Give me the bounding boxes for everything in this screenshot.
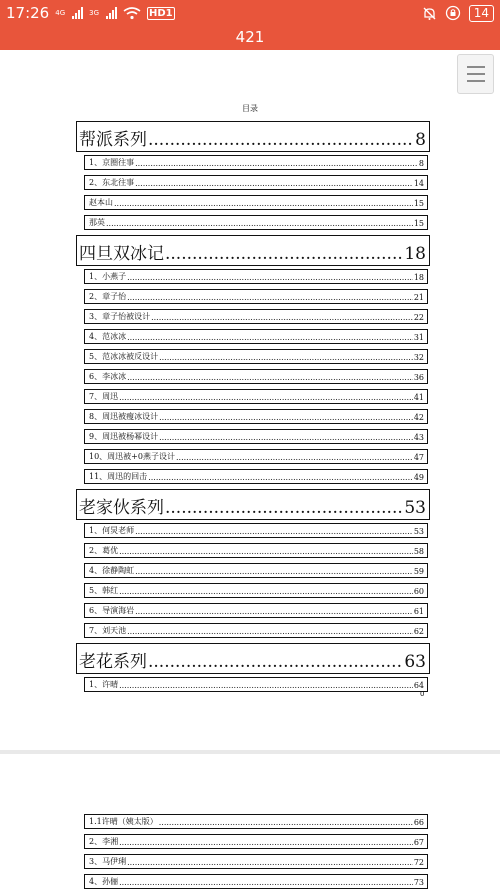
toc-entry-page: 15 <box>413 199 424 208</box>
menu-button[interactable] <box>457 54 494 94</box>
wifi-icon <box>123 7 141 20</box>
toc-entry[interactable] <box>84 175 428 190</box>
toc-entry-title: 那英 <box>89 218 105 227</box>
toc-entry-title: 2、东北往事 <box>89 178 135 187</box>
bell-off-icon <box>422 6 437 21</box>
toc-entry[interactable] <box>84 289 428 304</box>
toc-entry[interactable] <box>84 623 428 638</box>
toc-entry[interactable] <box>84 469 428 484</box>
toc-entry-title: 8、周迅被瘦冰设计 <box>89 412 159 421</box>
toc-leader-dots <box>119 681 413 690</box>
toc-entry-page: 8 <box>415 130 426 150</box>
toc-section-entry[interactable] <box>76 121 430 152</box>
toc-leader-dots <box>119 878 413 887</box>
toc-entry-page: 73 <box>413 878 424 887</box>
toc-entry[interactable] <box>84 429 428 444</box>
toc-entry-title: 6、李冰冰 <box>89 372 127 381</box>
toc-entry-title: 9、周迅被杨幂设计 <box>89 432 159 441</box>
toc-leader-dots <box>127 333 413 342</box>
toc-entry-page: 67 <box>413 838 424 847</box>
toc-leader-dots <box>148 473 413 482</box>
toc-leader-dots <box>135 159 418 168</box>
toc-entry-title: 帮派系列 <box>79 130 147 150</box>
toc-leader-dots <box>119 587 413 596</box>
document-title-bar <box>0 26 500 50</box>
signal-icon <box>72 7 83 19</box>
toc-entry[interactable] <box>84 543 428 558</box>
toc-leader-dots <box>127 627 413 636</box>
toc-entry[interactable] <box>84 677 428 692</box>
toc-entry-page: 14 <box>413 179 424 188</box>
toc-entry-page: 53 <box>413 527 424 536</box>
toc-entry-page: 72 <box>413 858 424 867</box>
toc-entry-page: 18 <box>413 273 424 282</box>
toc-entry-page: 21 <box>413 293 424 302</box>
toc-leader-dots <box>119 393 413 402</box>
menu-line-icon <box>467 73 485 75</box>
toc-section-entry[interactable] <box>76 235 430 266</box>
toc-leader-dots <box>159 818 413 827</box>
toc-leader-dots <box>127 373 413 382</box>
toc-entry[interactable] <box>84 449 428 464</box>
document-title: 421 <box>235 28 265 46</box>
toc-entry[interactable] <box>84 369 428 384</box>
toc-entry-page: 66 <box>413 818 424 827</box>
toc-entry-title: 1.1许晴（姨太版） <box>89 817 158 826</box>
toc-leader-dots <box>106 219 413 228</box>
toc-entry-title: 赵本山 <box>89 198 113 207</box>
clock: 17:26 <box>6 4 50 22</box>
toc-entry-page: 41 <box>413 393 424 402</box>
toc-entry[interactable] <box>84 155 428 170</box>
toc-entry[interactable] <box>84 215 428 230</box>
toc-entry[interactable] <box>84 583 428 598</box>
hd-badge: HD1 <box>149 7 173 19</box>
toc-entry-title: 7、刘天池 <box>89 626 127 635</box>
toc-entry-page: 49 <box>413 473 424 482</box>
toc-entry[interactable] <box>84 389 428 404</box>
toc-entry-title: 4、孙俪 <box>89 877 119 886</box>
toc-entry[interactable] <box>84 834 428 849</box>
toc-entry-page: 63 <box>404 652 426 672</box>
toc-entry-title: 5、韩红 <box>89 586 119 595</box>
toc-entry-page: 42 <box>413 413 424 422</box>
toc-entry-page: 61 <box>413 607 424 616</box>
toc-leader-dots <box>151 313 413 322</box>
toc-entry-title: 10、周迅被+0燕子设计 <box>89 452 175 461</box>
toc-leader-dots <box>127 273 413 282</box>
menu-line-icon <box>467 80 485 82</box>
toc-entry[interactable] <box>84 409 428 424</box>
toc-leader-dots <box>159 413 413 422</box>
toc-entry[interactable] <box>84 563 428 578</box>
toc-entry-title: 1、许晴 <box>89 680 119 689</box>
toc-leader-dots <box>135 567 413 576</box>
toc-entry-title: 3、马伊琍 <box>89 857 127 866</box>
toc-entry-title: 3、章子怡被设计 <box>89 312 151 321</box>
toc-entry[interactable] <box>84 329 428 344</box>
toc-entry-page: 32 <box>413 353 424 362</box>
toc-entry[interactable] <box>84 874 428 889</box>
toc-entry[interactable] <box>84 309 428 324</box>
toc-entry-title: 老家伙系列 <box>79 498 164 518</box>
toc-entry[interactable] <box>84 195 428 210</box>
page-number: 0 <box>420 690 425 698</box>
toc-entry-title: 1、京圈往事 <box>89 158 135 167</box>
battery-indicator: 14 <box>469 5 494 22</box>
toc-section-entry[interactable] <box>76 643 430 674</box>
network-3g-label: 3G <box>89 8 100 17</box>
toc-entry-title: 5、范冰冰被反设计 <box>89 352 159 361</box>
toc-leader-dots <box>165 498 403 518</box>
toc-leader-dots <box>114 199 413 208</box>
toc-entry-page: 47 <box>413 453 424 462</box>
toc-entry-title: 4、徐静陶虹 <box>89 566 135 575</box>
toc-entry-page: 59 <box>413 567 424 576</box>
toc-leader-dots <box>135 179 413 188</box>
toc-entry-page: 8 <box>418 159 424 168</box>
toc-entry-title: 7、周迅 <box>89 392 119 401</box>
toc-leader-dots <box>127 293 413 302</box>
toc-entry-page: 53 <box>404 498 426 518</box>
toc-leader-dots <box>159 353 413 362</box>
toc-leader-dots <box>148 652 403 672</box>
menu-line-icon <box>467 66 485 68</box>
toc-entry-title: 6、导演海岩 <box>89 606 135 615</box>
network-4g-label: 4G <box>55 8 66 17</box>
toc-leader-dots <box>165 244 403 264</box>
toc-entry-page: 58 <box>413 547 424 556</box>
status-bar <box>0 0 500 26</box>
toc-leader-dots <box>135 607 413 616</box>
toc-entry[interactable] <box>84 814 428 829</box>
toc-entry-page: 31 <box>413 333 424 342</box>
toc-entry-title: 1、何炅老师 <box>89 526 135 535</box>
toc-entry-title: 11、周迅的回击 <box>89 472 148 481</box>
toc-entry-page: 43 <box>413 433 424 442</box>
toc-entry-title: 2、章子怡 <box>89 292 127 301</box>
toc-entry-page: 36 <box>413 373 424 382</box>
toc-entry-page: 22 <box>413 313 424 322</box>
toc-entry-title: 2、葛优 <box>89 546 119 555</box>
toc-leader-dots <box>119 547 413 556</box>
lock-rotation-icon <box>445 5 461 21</box>
toc-entry[interactable] <box>84 603 428 618</box>
toc-leader-dots <box>135 527 413 536</box>
toc-entry-title: 老花系列 <box>79 652 147 672</box>
toc-leader-dots <box>159 433 413 442</box>
signal-icon-2 <box>106 7 117 19</box>
toc-entry-page: 60 <box>413 587 424 596</box>
toc-entry-page: 64 <box>413 681 424 690</box>
toc-leader-dots <box>148 130 414 150</box>
toc-entry[interactable] <box>84 854 428 869</box>
toc-entry[interactable] <box>84 349 428 364</box>
toc-entry[interactable] <box>84 269 428 284</box>
toc-entry-title: 1、小燕子 <box>89 272 127 281</box>
toc-entry-title: 2、李湘 <box>89 837 119 846</box>
toc-leader-dots <box>127 858 413 867</box>
toc-heading: 目录 <box>242 104 258 113</box>
toc-entry[interactable] <box>84 523 428 538</box>
toc-section-entry[interactable] <box>76 489 430 520</box>
toc-leader-dots <box>176 453 413 462</box>
toc-entry-page: 15 <box>413 219 424 228</box>
toc-entry-page: 18 <box>404 244 426 264</box>
toc-entry-page: 62 <box>413 627 424 636</box>
toc-leader-dots <box>119 838 413 847</box>
toc-entry-title: 4、范冰冰 <box>89 332 127 341</box>
toc-entry-title: 四旦双冰记 <box>79 244 164 264</box>
